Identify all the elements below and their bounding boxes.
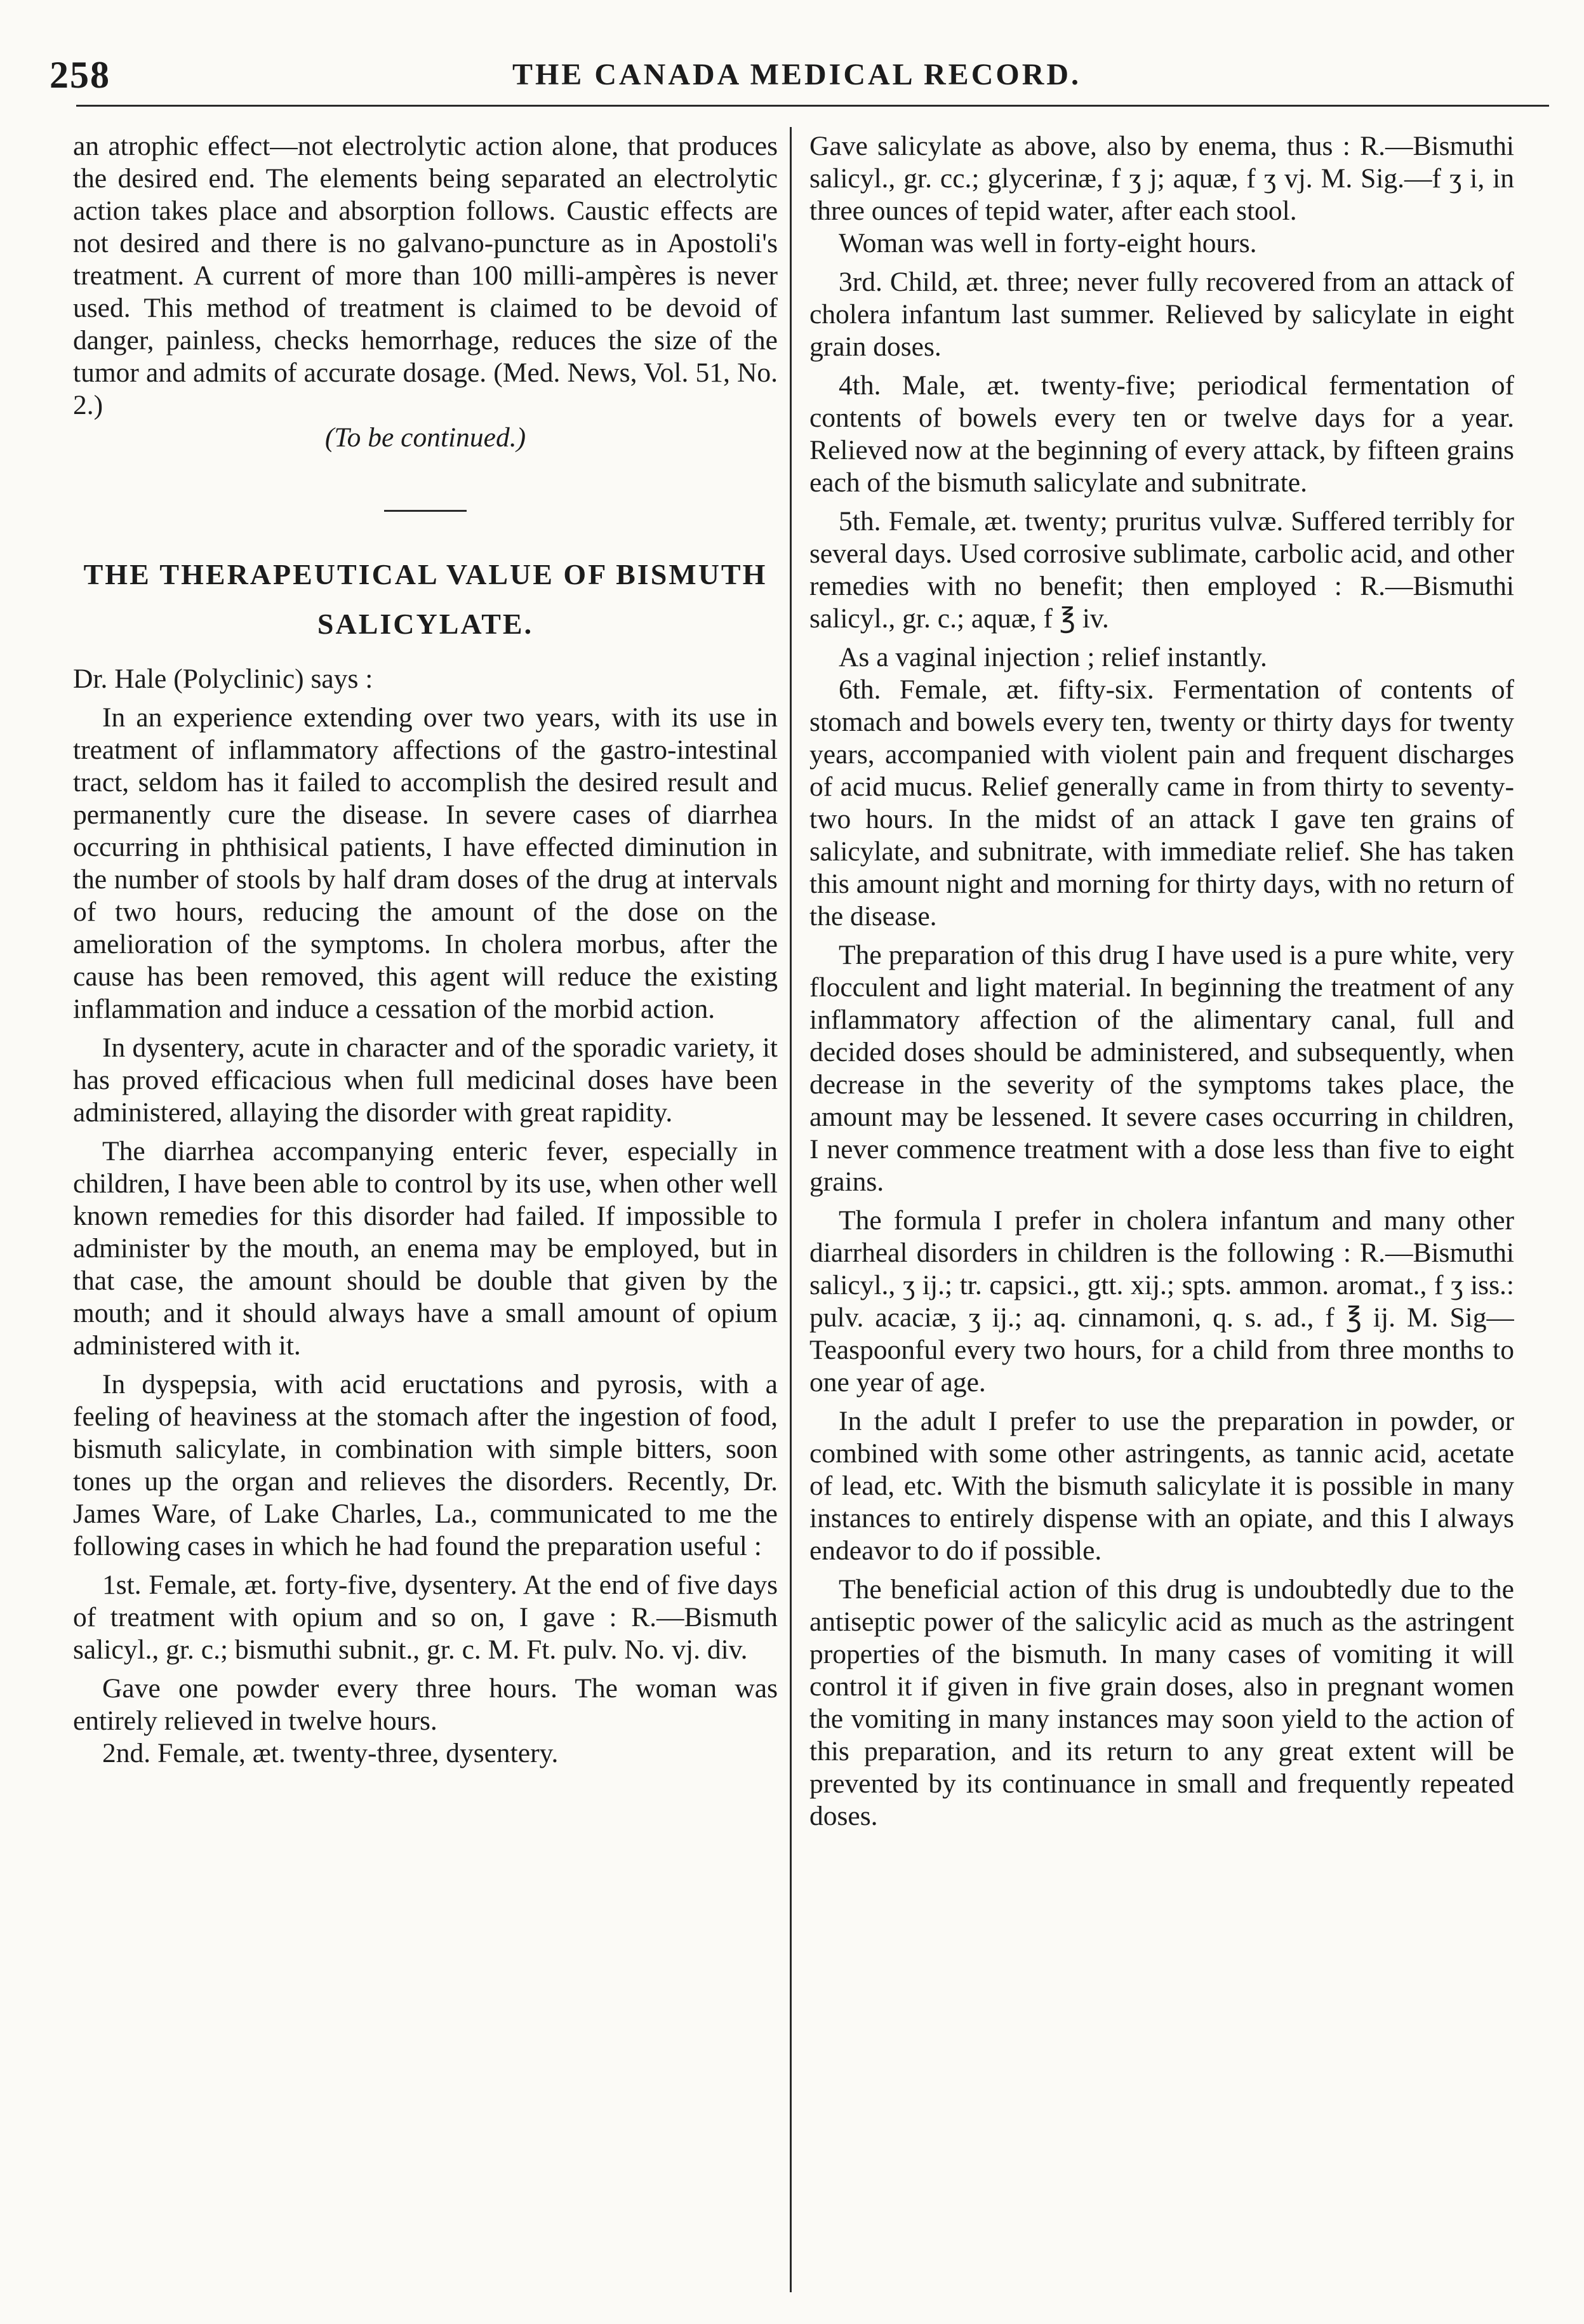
- header-rule: [76, 105, 1549, 107]
- column-divider: [790, 127, 792, 2292]
- paragraph: [73, 130, 778, 422]
- case-entry: 5th. Female, æt. twenty; pruritus vulvæ. Suffered terribly for several days. Used corrosive sublimate, carbolic acid, and other remedies with no benefit; then employed : R.—Bismuthi salicyl., gr. c.; aquæ, f ℥ iv.: [809, 506, 1514, 634]
- paragraph: The preparation of this drug I have used is a pure white, very flocculent and light material. In beginning the treatment of any inflammatory affection of the alimentary canal, full and decided doses should be administered, and subsequently, when decrease in the severity of the symptoms takes place, the amount may be lessened. It severe cases occurring in children, I never commence treatment with a dose less than five to eight grains.: [809, 940, 1514, 1197]
- article-title: THE THERAPEUTICAL VALUE OF BISMUTH SALICYLATE.: [83, 558, 768, 640]
- paragraph: The beneficial action of this drug is undoubtedly due to the antiseptic power of the salicylic acid as much as the astringent properties of the bismuth. In many cases of vomiting it will control it if given in five grain doses, also in pregnant women the vomiting in many instances may soon yield to the action of this preparation, and its return to any great extent will be prevented by its continuance in small and frequently repeated doses.: [809, 1574, 1514, 1831]
- paragraph: In the adult I prefer to use the preparation in powder, or combined with some other astringents, as tannic acid, acetate of lead, etc. With the bismuth salicylate it is possible in many instances to entirely dispense with an opiate, and this I always endeavor to do if possible.: [809, 1406, 1514, 1566]
- page-header: [38, 38, 1555, 108]
- case-entry: 2nd. Female, æt. twenty-three, dysentery.: [102, 1738, 559, 1768]
- paragraph: As a vaginal injection ; relief instantly.: [839, 642, 1267, 672]
- paragraph: The diarrhea accompanying enteric fever, especially in children, I have been able to control by its use, when other well known remedies for this disorder had failed. If impossible to administer by the mouth, an enema may be employed, but in that case, the amount should be double that given by the mouth; and it should always have a small amount of opium administered with it.: [73, 1136, 778, 1361]
- case-entry: 3rd. Child, æt. three; never fully recovered from an attack of cholera infantum last summer. Relieved by salicylate in eight grain doses.: [809, 267, 1514, 362]
- paragraph: Gave salicylate as above, also by enema, thus : R.—Bismuthi salicyl., gr. cc.; glycerinæ, f ʒ j; aquæ, f ʒ vj. M. Sig.—f ʒ i, in three ounces of tepid water, after each stool.: [809, 131, 1514, 226]
- paragraph: In dysentery, acute in character and of the sporadic variety, it has proved efficacious when full medicinal doses have been administered, allaying the disorder with great rapidity.: [73, 1032, 778, 1128]
- paragraph: In an experience extending over two years, with its use in treatment of inflammatory affections of the gastro-intestinal tract, seldom has it failed to accomplish the desired result and permanently cure the disease. In severe cases of diarrhea occurring in phthisical patients, I have effected diminution in the number of stools by half dram doses of the drug at intervals of two hours, reducing the amount of the dose on the amelioration of the symptoms. In cholera morbus, after the cause has been removed, this agent will reduce the existing inflammation and induce a cessation of the morbid action.: [73, 702, 778, 1024]
- attribution: Dr. Hale (Polyclinic) says :: [73, 664, 373, 694]
- case-entry: 4th. Male, æt. twenty-five; periodical fermentation of contents of bowels every ten or twelve days for a year. Relieved now at the beginning of every attack, by fifteen grains each of the bismuth salicylate and subnitrate.: [809, 370, 1514, 498]
- right-column: [809, 130, 1514, 2302]
- case-entry: 1st. Female, æt. forty-five, dysentery. At the end of five days of treatment with opium and so on, I gave : R.—Bismuth salicyl., gr. c.; bismuthi subnit., gr. c. M. Ft. pulv. No. vj. div.: [73, 1570, 778, 1665]
- journal-title: THE CANADA MEDICAL RECORD.: [512, 58, 1082, 91]
- paragraph-text: an atrophic effect—not electrolytic action alone, that produces the desired end. The elements being separated an electrolytic action takes place and absorption follows. Caustic effects are not desired and there is no galvano-puncture as in Apostoli's treatment. A current of more than 100 milli-ampères is never used. This method of treatment is claimed to be devoid of danger, painless, checks hemorrhage, reduces the size of the tumor and admits of accurate dosage.: [73, 131, 778, 388]
- paragraph: Woman was well in forty-eight hours.: [839, 228, 1257, 258]
- paragraph: The formula I prefer in cholera infantum and many other diarrheal disorders in children is the following : R.—Bismuthi salicyl., ʒ ij.; tr. capsici., gtt. xij.; spts. ammon. aromat., f ʒ iss.: pulv. acaciæ, ʒ ij.; aq. cinnamoni, q. s. ad., f ℥ ij. M. Sig—Teaspoonful every two hours, for a child from three months to one year of age.: [809, 1205, 1514, 1398]
- paragraph: In dyspepsia, with acid eructations and pyrosis, with a feeling of heaviness at the stomach after the ingestion of food, bismuth salicylate, in combination with simple bitters, soon tones up the organ and relieves the disorders. Recently, Dr. James Ware, of Lake Charles, La., communicated to me the following cases in which he had found the preparation useful :: [73, 1369, 778, 1561]
- section-divider: [384, 510, 467, 512]
- left-column: [73, 130, 778, 2302]
- citation: (Med. News, Vol. 51, No. 2.): [73, 357, 778, 420]
- case-entry: 6th. Female, æt. fifty-six. Fermentation of contents of stomach and bowels every ten, twenty or thirty days for twenty years, accompanied with violent pain and frequent discharges of acid mucus. Relief generally came in from thirty to seventy-two hours. In the midst of an attack I gave ten grains of salicylate, and subnitrate, with immediate relief. She has taken this amount night and morning for thirty days, with no return of the disease.: [809, 674, 1514, 932]
- page-number: 258: [50, 54, 110, 96]
- continued-note: (To be continued.): [324, 422, 526, 453]
- paragraph: Gave one powder every three hours. The woman was entirely relieved in twelve hours.: [73, 1673, 778, 1736]
